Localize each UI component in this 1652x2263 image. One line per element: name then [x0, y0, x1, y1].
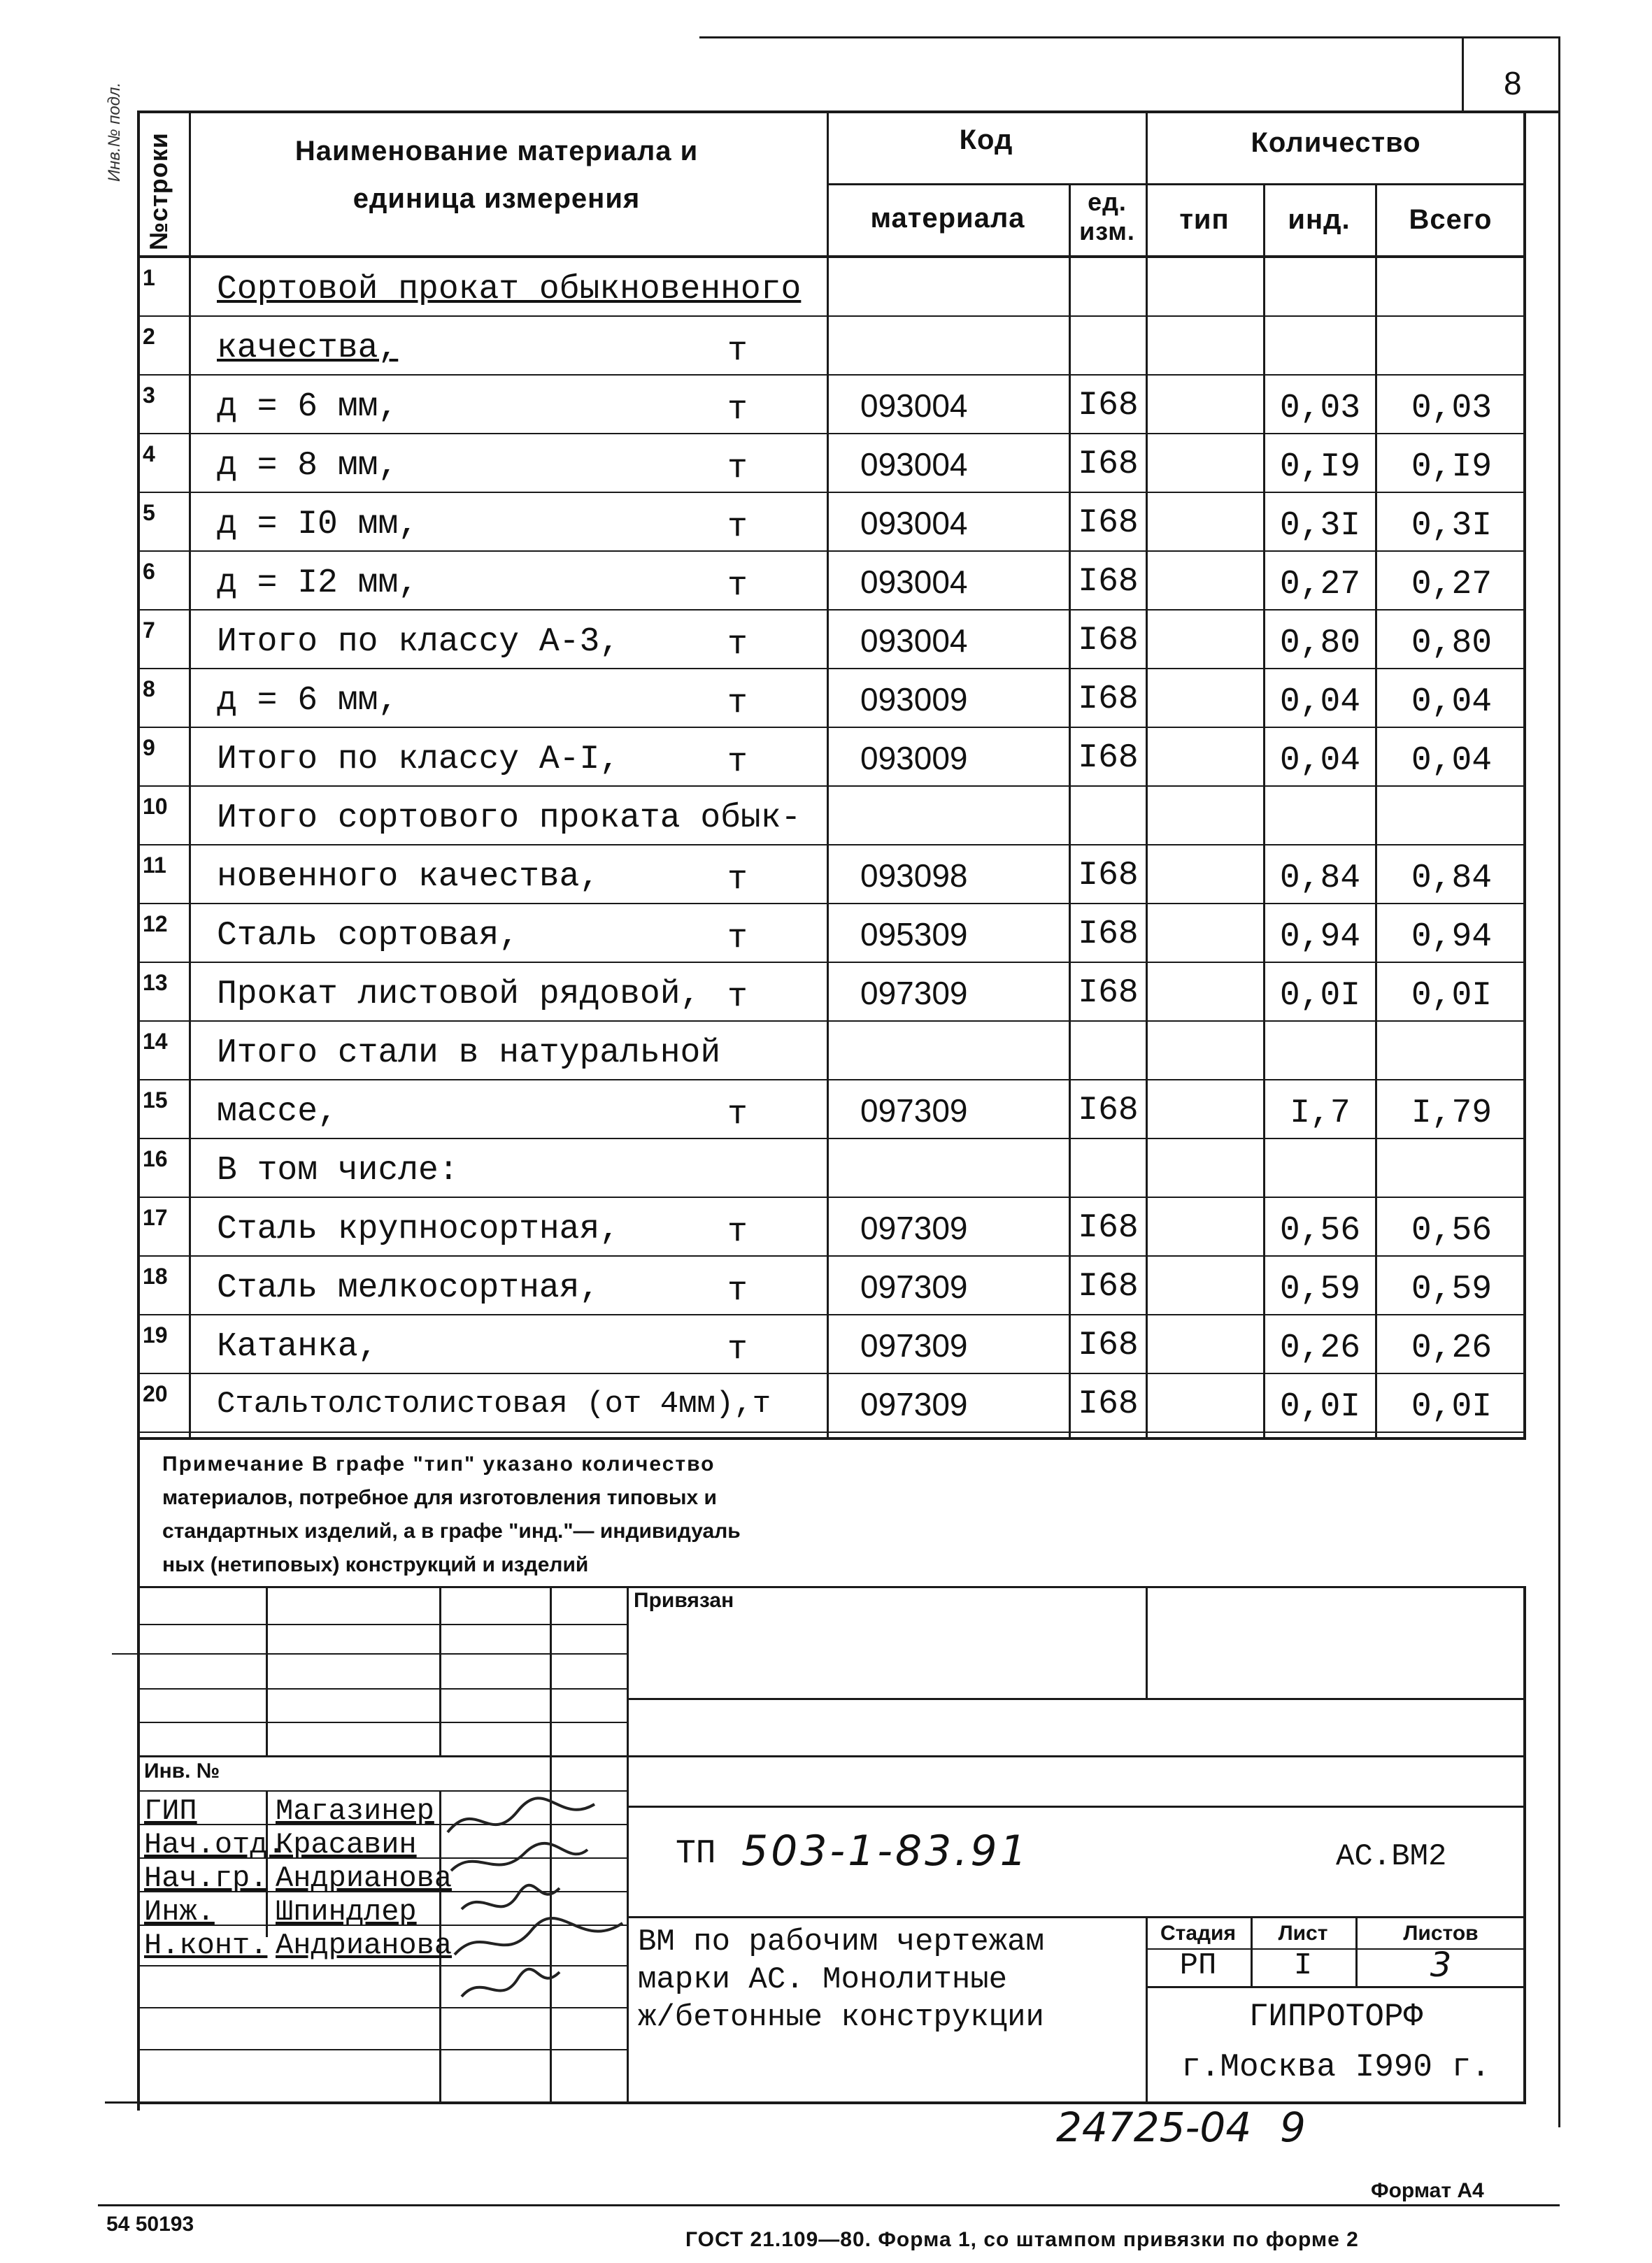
note-line-2: материалов, потребное для изготовления типовых и [162, 1486, 717, 1509]
row-divider [137, 492, 1526, 493]
mark-code: АС.ВМ2 [1336, 1839, 1447, 1874]
row-divider [137, 1255, 1526, 1257]
row-number: 5 [143, 500, 155, 525]
material-name: д = I2 мм, [217, 564, 419, 602]
qty-total: 0,03 [1411, 390, 1493, 427]
doc-prefix: ТП [676, 1835, 716, 1873]
qty-ind: 0,0I [1279, 1388, 1361, 1426]
material-code: 093004 [860, 622, 968, 659]
row-divider [137, 609, 1526, 611]
unit-code: I68 [1078, 857, 1139, 894]
material-name: Сортовой прокат обыкновенного [217, 271, 802, 308]
row-divider [137, 1432, 1526, 1433]
material-name: Прокат листовой рядовой, [217, 976, 701, 1013]
material-code: 093009 [860, 740, 968, 776]
qty-total: 0,26 [1411, 1329, 1493, 1367]
qty-total: 0,0I [1411, 977, 1493, 1015]
unit-code: I68 [1078, 1209, 1139, 1247]
row-divider [137, 844, 1526, 845]
privyazan-label: Привязан [634, 1589, 734, 1612]
material-name: Стальтолстолистовая (от 4мм),т [217, 1387, 771, 1422]
material-name: Сталь сортовая, [217, 917, 520, 955]
gost-note: ГОСТ 21.109—80. Форма 1, со штампом привязки по форме 2 [685, 2228, 1359, 2251]
doc-title [638, 1923, 1044, 2036]
material-name: Сталь мелкосортная, [217, 1269, 600, 1307]
qty-total: 0,I9 [1411, 448, 1493, 486]
row-number: 19 [143, 1322, 168, 1348]
material-name: Итого по классу А-3, [217, 623, 620, 661]
unit: т [727, 508, 748, 546]
qty-ind: I,7 [1290, 1094, 1351, 1132]
archive-page: 9 [1280, 2104, 1306, 2151]
unit: т [727, 391, 748, 429]
row-divider [137, 785, 1526, 787]
organization: ГИПРОТОРФ [1248, 1999, 1423, 2035]
material-code: 097309 [860, 1210, 968, 1246]
qty-ind: 0,03 [1279, 390, 1361, 427]
row-number: 12 [143, 911, 168, 936]
qty-total: 0,56 [1411, 1212, 1493, 1250]
row-number: 17 [143, 1205, 168, 1230]
qty-total: 0,3I [1411, 507, 1493, 545]
unit-code: I68 [1078, 974, 1139, 1012]
material-name: д = 6 мм, [217, 682, 399, 720]
unit-code: I68 [1078, 915, 1139, 953]
unit-code: I68 [1078, 739, 1139, 777]
unit: т [727, 567, 748, 605]
staff-role: Инж. [144, 1895, 215, 1929]
row-divider [137, 374, 1526, 376]
qty-total: I,79 [1411, 1094, 1493, 1132]
header-name: Наименование материала и единица измерения [294, 136, 699, 214]
staff-name: Андрианова [276, 1862, 453, 1895]
qty-ind: 0,0I [1279, 977, 1361, 1015]
note-line-1: Примечание В графе "тип" указано количество [162, 1452, 715, 1476]
material-name: новенного качества, [217, 858, 600, 896]
unit: т [727, 920, 748, 957]
qty-total: 0,0I [1411, 1388, 1493, 1426]
doc-title-line-2: марки АС. Монолитные [638, 1962, 1008, 1997]
header-code-material: материала [870, 203, 1025, 234]
qty-total: 0,94 [1411, 918, 1493, 956]
row-divider [137, 1138, 1526, 1139]
row-number: 3 [143, 383, 155, 408]
row-divider [137, 1373, 1526, 1374]
doc-code: 503-1-83.91 [741, 1827, 1030, 1876]
unit-code: I68 [1078, 622, 1139, 659]
material-name: Итого стали в натуральной [217, 1034, 721, 1072]
row-number: 8 [143, 676, 155, 701]
row-divider [137, 668, 1526, 669]
staff-name: Красавин [276, 1828, 417, 1862]
row-number: 15 [143, 1087, 168, 1113]
row-divider [137, 1079, 1526, 1080]
material-code: 097309 [860, 1327, 968, 1364]
unit-code: I68 [1078, 1385, 1139, 1423]
row-number: 16 [143, 1146, 168, 1171]
staff-role: Н.конт. [144, 1929, 268, 1962]
unit-code: I68 [1078, 1092, 1139, 1129]
row-divider [137, 1197, 1526, 1198]
material-code: 097309 [860, 975, 968, 1011]
row-number: 20 [143, 1381, 168, 1406]
unit-code: I68 [1078, 504, 1139, 542]
material-code: 093004 [860, 564, 968, 600]
row-divider [137, 1020, 1526, 1022]
row-number: 2 [143, 324, 155, 349]
material-code: 093009 [860, 681, 968, 718]
unit: т [727, 861, 748, 899]
row-number: 11 [143, 852, 166, 878]
staff-role: Нач.отд. [144, 1828, 285, 1862]
row-divider [137, 315, 1526, 317]
unit: т [727, 1272, 748, 1310]
sheet-label: Лист [1278, 1922, 1328, 1945]
qty-ind: 0,I9 [1279, 448, 1361, 486]
row-number: 4 [143, 441, 155, 466]
stage-label: Стадия [1160, 1922, 1237, 1945]
material-name: Сталь крупносортная, [217, 1211, 620, 1248]
unit: т [727, 1331, 748, 1369]
unit-code: I68 [1078, 1268, 1139, 1306]
material-code: 093004 [860, 387, 968, 424]
material-code: 097309 [860, 1269, 968, 1305]
header-quantity: Количество [1251, 127, 1421, 158]
material-code: 095309 [860, 916, 968, 952]
staff-role: Нач.гр. [144, 1862, 268, 1895]
unit: т [727, 332, 748, 370]
header-qty-type: тип [1179, 204, 1230, 235]
row-divider [137, 727, 1526, 728]
qty-ind: 0,04 [1279, 683, 1361, 721]
qty-total: 0,59 [1411, 1271, 1493, 1308]
material-code: 097309 [860, 1092, 968, 1129]
qty-ind: 0,04 [1279, 742, 1361, 780]
material-name: д = 8 мм, [217, 447, 399, 485]
row-divider [137, 962, 1526, 963]
page-number: 8 [1504, 65, 1522, 101]
material-name: В том числе: [217, 1152, 459, 1190]
unit-code: I68 [1078, 445, 1139, 483]
doc-title-line-3: ж/бетонные конструкции [638, 2000, 1044, 2035]
material-name: д = I0 мм, [217, 506, 419, 543]
material-code: 097309 [860, 1386, 968, 1422]
row-number: 10 [143, 794, 168, 819]
qty-ind: 0,80 [1279, 624, 1361, 662]
qty-ind: 0,3I [1279, 507, 1361, 545]
sheet-value: I [1293, 1948, 1313, 1983]
material-code: 093004 [860, 505, 968, 541]
header-row-no: №строки [144, 132, 173, 250]
header-qty-total: Всего [1409, 204, 1493, 235]
row-number: 13 [143, 970, 168, 995]
sheets-value: 3 [1430, 1946, 1452, 1985]
unit: т [727, 743, 748, 781]
row-divider [137, 903, 1526, 904]
staff-name: Андрианова [276, 1929, 453, 1962]
material-name: массе, [217, 1093, 338, 1131]
staff-name: Шпиндлер [276, 1895, 417, 1929]
unit: т [727, 1213, 748, 1251]
row-divider [137, 550, 1526, 552]
note-line-4: ных (нетиповых) конструкций и изделий [162, 1553, 589, 1576]
row-number: 14 [143, 1029, 168, 1054]
qty-ind: 0,26 [1279, 1329, 1361, 1367]
note [162, 1448, 741, 1582]
unit: т [727, 978, 748, 1016]
unit-code: I68 [1078, 563, 1139, 601]
staff-name: Магазинер [276, 1794, 434, 1828]
qty-ind: 0,56 [1279, 1212, 1361, 1250]
material-name: Итого по классу А-I, [217, 741, 620, 778]
row-number: 7 [143, 617, 155, 643]
unit-code: I68 [1078, 680, 1139, 718]
inv-label: Инв. № [144, 1759, 220, 1783]
row-number: 9 [143, 735, 155, 760]
unit: т [727, 1096, 748, 1134]
sheets-label: Листов [1403, 1922, 1479, 1945]
unit: т [727, 685, 748, 722]
row-divider [137, 1314, 1526, 1315]
unit: т [727, 450, 748, 487]
qty-total: 0,04 [1411, 683, 1493, 721]
note-line-3: стандартных изделий, а в графе "инд."— индивидуаль [162, 1520, 741, 1543]
row-number: 18 [143, 1264, 168, 1289]
city-year: г.Москва I990 г. [1181, 2049, 1490, 2085]
unit: т [727, 626, 748, 664]
qty-ind: 0,84 [1279, 859, 1361, 897]
unit-code: I68 [1078, 387, 1139, 424]
archive-number: 24725-04 [1056, 2104, 1252, 2151]
material-name: Катанка, [217, 1328, 378, 1366]
staff-role: ГИП [144, 1794, 197, 1828]
qty-total: 0,04 [1411, 742, 1493, 780]
header-qty-ind: инд. [1288, 204, 1351, 235]
qty-total: 0,80 [1411, 624, 1493, 662]
row-divider [137, 433, 1526, 434]
doc-title-line-1: ВМ по рабочим чертежам [638, 1925, 1044, 1959]
qty-ind: 0,59 [1279, 1271, 1361, 1308]
row-number: 1 [143, 265, 155, 290]
qty-total: 0,84 [1411, 859, 1493, 897]
header-code: Код [959, 124, 1013, 155]
qty-total: 0,27 [1411, 566, 1493, 604]
stage-value: РП [1179, 1948, 1217, 1983]
left-code: 54 50193 [106, 2213, 194, 2236]
material-code: 093004 [860, 446, 968, 483]
signatures [434, 1783, 643, 2105]
format-label: Формат А4 [1371, 2179, 1484, 2202]
row-number: 6 [143, 559, 155, 584]
side-mark: Инв.№ подл. [105, 82, 124, 182]
qty-ind: 0,94 [1279, 918, 1361, 956]
material-code: 093098 [860, 857, 968, 894]
material-name: качества, [217, 329, 399, 367]
header-code-unit: ед. изм. [1079, 187, 1135, 245]
material-name: д = 6 мм, [217, 388, 399, 426]
material-name: Итого сортового проката обык- [217, 799, 802, 837]
qty-ind: 0,27 [1279, 566, 1361, 604]
unit-code: I68 [1078, 1327, 1139, 1364]
